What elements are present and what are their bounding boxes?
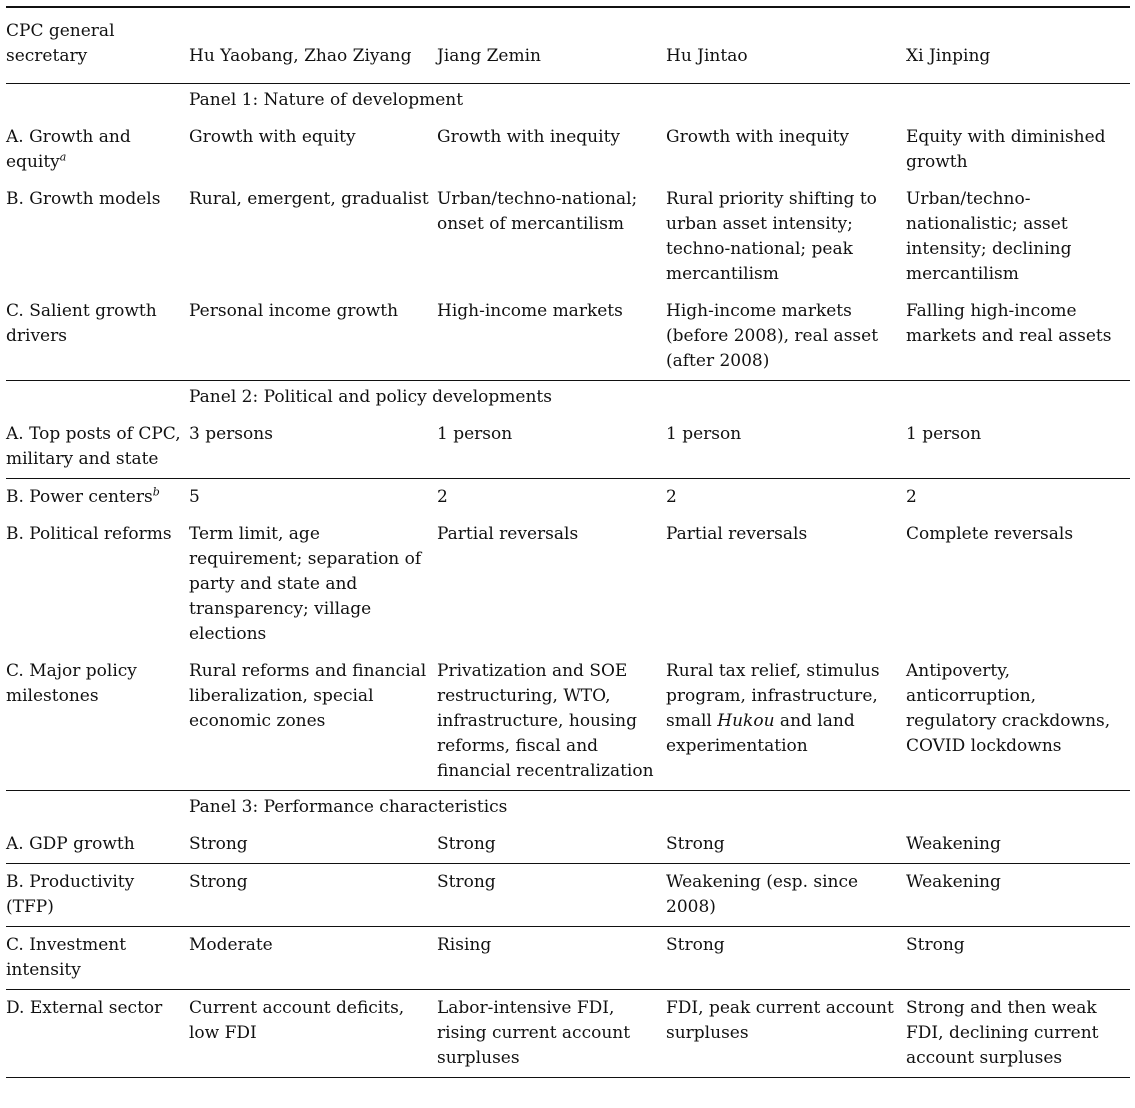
row-label: B. Political reforms bbox=[6, 524, 172, 544]
table-cell: Urban/techno-national; onset of mercantilism bbox=[437, 189, 638, 234]
table-cell: Growth with inequity bbox=[437, 127, 620, 147]
row-label: C. Major policy milestones bbox=[6, 661, 137, 706]
table-row bbox=[6, 990, 1130, 1078]
table-row bbox=[6, 516, 1130, 653]
table-cell: 1 person bbox=[437, 424, 513, 444]
row-label: B. Power centers$^b$ bbox=[6, 485, 160, 507]
table-cell-hu-milestones: Rural tax relief, stimulus program, infrastructure, small Hukou and land experimentation bbox=[666, 661, 880, 756]
table-cell: Growth with equity bbox=[189, 127, 356, 147]
table-row bbox=[6, 864, 1130, 927]
table-row bbox=[6, 826, 1130, 864]
table-cell: Rural, emergent, gradualist bbox=[189, 189, 429, 209]
header-hu-yaobang-zhao-ziyang: Hu Yaobang, Zhao Ziyang bbox=[189, 46, 412, 66]
row-label: D. External sector bbox=[6, 998, 163, 1018]
footnote-marker: b bbox=[152, 485, 160, 499]
comparison-table-document bbox=[6, 6, 1130, 1078]
header-hu-jintao: Hu Jintao bbox=[666, 46, 748, 66]
header-cpc-general-secretary: CPC general secretary bbox=[6, 21, 115, 66]
table-cell: 1 person bbox=[666, 424, 742, 444]
table-cell: Moderate bbox=[189, 935, 273, 955]
table-cell: Rural priority shifting to urban asset intensity; techno-national; peak mercantilism bbox=[666, 189, 877, 284]
table-cell: Weakening bbox=[906, 834, 1001, 854]
table-cell: 2 bbox=[437, 487, 448, 507]
table-cell: Rural reforms and financial liberalization, special economic zones bbox=[189, 661, 427, 731]
table-row bbox=[6, 653, 1130, 791]
table-cell: Strong bbox=[437, 872, 496, 892]
row-label: A. Growth and equity$^a$ bbox=[6, 127, 131, 172]
row-label: B. Growth models bbox=[6, 189, 161, 209]
panel-1-title: Panel 1: Nature of development bbox=[189, 90, 464, 110]
table-cell: Partial reversals bbox=[437, 524, 579, 544]
table-row bbox=[6, 416, 1130, 479]
table-cell: Current account deficits, low FDI bbox=[189, 998, 405, 1043]
table-cell: Personal income growth bbox=[189, 301, 399, 321]
table-cell: 2 bbox=[906, 487, 917, 507]
panel-3-title: Panel 3: Performance characteristics bbox=[189, 797, 508, 817]
panel-title-row bbox=[6, 84, 1130, 120]
table-cell: Strong bbox=[437, 834, 496, 854]
table-cell: 1 person bbox=[906, 424, 982, 444]
footnote-marker: a bbox=[59, 150, 67, 164]
panel-2-title: Panel 2: Political and policy developments bbox=[189, 387, 552, 407]
table-cell: Labor-intensive FDI, rising current account surpluses bbox=[437, 998, 631, 1068]
table-row bbox=[6, 293, 1130, 381]
panel-title-row bbox=[6, 791, 1130, 827]
table-cell: Strong bbox=[189, 872, 248, 892]
table-cell: High-income markets (before 2008), real asset (after 2008) bbox=[666, 301, 879, 371]
row-label: C. Investment intensity bbox=[6, 935, 127, 980]
table-cell: Urban/techno-nationalistic; asset intensity; declining mercantilism bbox=[906, 189, 1072, 284]
panel-title-row bbox=[6, 381, 1130, 417]
table-row bbox=[6, 479, 1130, 517]
table-row bbox=[6, 927, 1130, 990]
table-cell: Partial reversals bbox=[666, 524, 808, 544]
table-cell: Strong and then weak FDI, declining current account surpluses bbox=[906, 998, 1099, 1068]
row-label: A. Top posts of CPC, military and state bbox=[6, 424, 181, 469]
table-cell: 5 bbox=[189, 487, 200, 507]
table-cell: Complete reversals bbox=[906, 524, 1074, 544]
table-cell: Equity with diminished growth bbox=[906, 127, 1106, 172]
header-xi-jinping: Xi Jinping bbox=[906, 46, 991, 66]
table-cell: 3 persons bbox=[189, 424, 273, 444]
table-cell: High-income markets bbox=[437, 301, 623, 321]
table-cell: Growth with inequity bbox=[666, 127, 849, 147]
row-label: C. Salient growth drivers bbox=[6, 301, 157, 346]
table-cell: Strong bbox=[906, 935, 965, 955]
table-cell: FDI, peak current account surpluses bbox=[666, 998, 894, 1043]
table-cell: Strong bbox=[189, 834, 248, 854]
row-label: A. GDP growth bbox=[6, 834, 135, 854]
header-jiang-zemin: Jiang Zemin bbox=[437, 46, 542, 66]
table-row bbox=[6, 181, 1130, 293]
table-cell: Privatization and SOE restructuring, WTO, infrastructure, housing reforms, fiscal and financial recentralization bbox=[437, 661, 654, 781]
table-cell: Antipoverty, anticorruption, regulatory crackdowns, COVID lockdowns bbox=[906, 661, 1111, 756]
leadership-comparison-table bbox=[6, 6, 1130, 1078]
table-cell: Strong bbox=[666, 935, 725, 955]
table-cell: Weakening (esp. since 2008) bbox=[666, 872, 859, 917]
table-cell: 2 bbox=[666, 487, 677, 507]
table-cell: Weakening bbox=[906, 872, 1001, 892]
table-cell: Falling high-income markets and real assets bbox=[906, 301, 1112, 346]
table-header-row bbox=[6, 7, 1130, 84]
row-label: B. Productivity (TFP) bbox=[6, 872, 135, 917]
table-cell: Strong bbox=[666, 834, 725, 854]
table-cell: Rising bbox=[437, 935, 492, 955]
table-cell: Term limit, age requirement; separation of party and state and transparency; village elections bbox=[189, 524, 422, 644]
table-row bbox=[6, 119, 1130, 181]
